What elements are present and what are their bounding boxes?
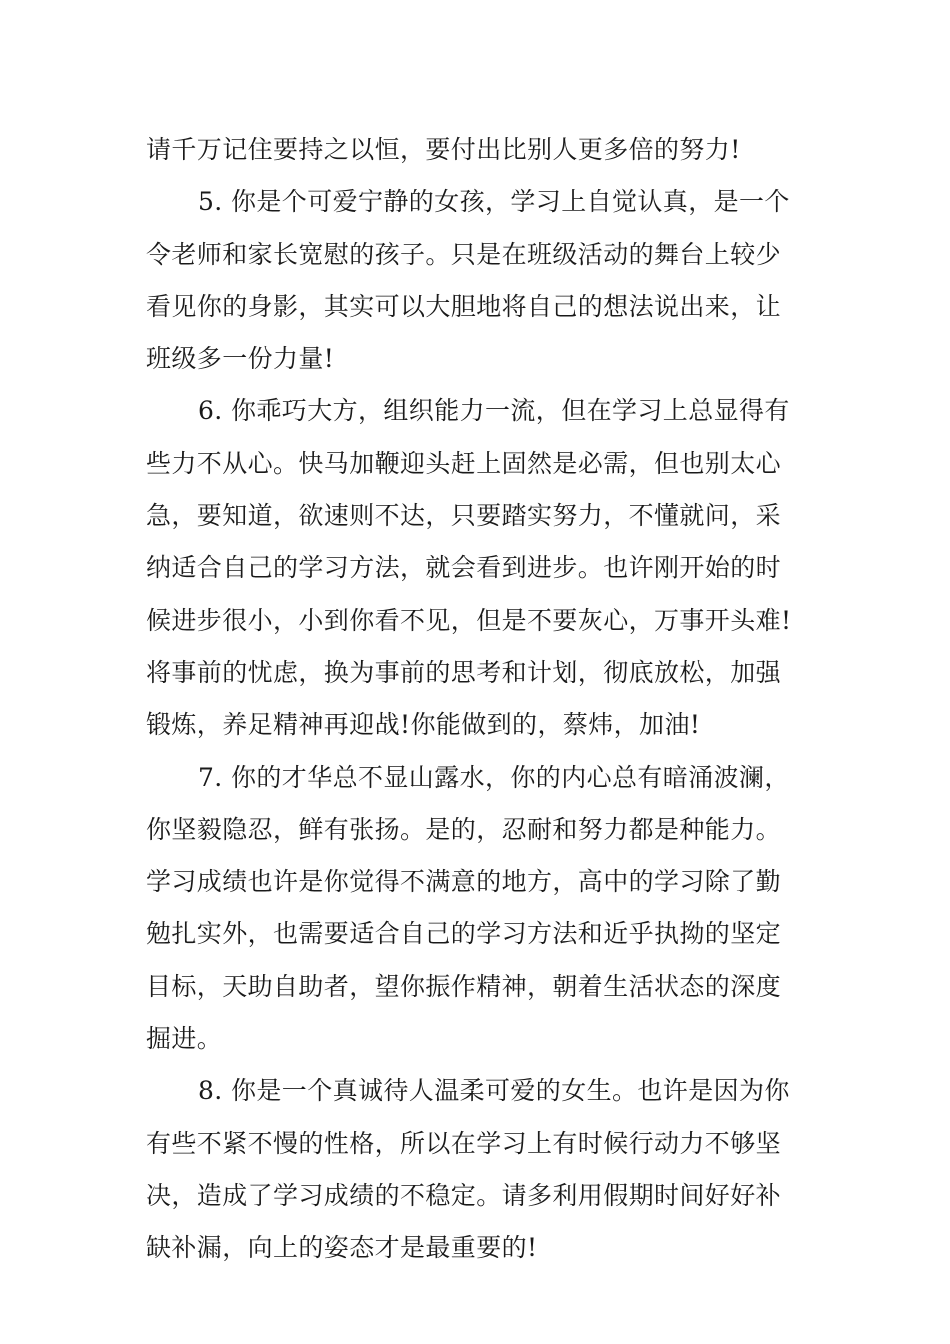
text-line: 决，造成了学习成绩的不稳定。请多利用假期时间好好补: [146, 1180, 782, 1210]
text-line: 急，要知道，欲速则不达，只要踏实努力，不懂就问，采: [146, 501, 782, 531]
text-line: 令老师和家长宽慰的孩子。只是在班级活动的舞台上较少: [146, 239, 782, 269]
text-line: 些力不从心。快马加鞭迎头赶上固然是必需，但也别太心: [146, 448, 782, 478]
body-text: [146, 124, 811, 1275]
text-line: 你坚毅隐忍，鲜有张扬。是的，忍耐和努力都是种能力。: [146, 814, 782, 844]
paragraph-6-first-line: 6. 你乖巧大方，组织能力一流，但在学习上总显得有: [198, 396, 790, 426]
text-line: 有些不紧不慢的性格，所以在学习上有时候行动力不够坚: [146, 1128, 782, 1158]
text-line: 班级多一份力量!: [146, 344, 335, 374]
paragraph-7-first-line: 7. 你的才华总不显山露水，你的内心总有暗涌波澜，: [198, 762, 790, 792]
text-line: 缺补漏，向上的姿态才是最重要的!: [146, 1233, 538, 1263]
text-line: 掘进。: [146, 1024, 223, 1054]
text-line: 学习成绩也许是你觉得不满意的地方，高中的学习除了勤: [146, 867, 782, 897]
text-line: 纳适合自己的学习方法，就会看到进步。也许刚开始的时: [146, 553, 782, 583]
paragraph-5-first-line: 5. 你是个可爱宁静的女孩，学习上自觉认真，是一个: [198, 187, 790, 217]
text-line: 锻炼，养足精神再迎战!你能做到的，蔡炜，加油!: [146, 710, 701, 740]
text-line: 看见你的身影，其实可以大胆地将自己的想法说出来，让: [146, 291, 782, 321]
text-line: 将事前的忧虑，换为事前的思考和计划，彻底放松，加强: [146, 657, 782, 687]
paragraph-8-first-line: 8. 你是一个真诚待人温柔可爱的女生。也许是因为你: [198, 1076, 790, 1106]
text-line: 候进步很小，小到你看不见，但是不要灰心，万事开头难!: [146, 605, 792, 635]
text-line: 目标，天助自助者，望你振作精神，朝着生活状态的深度: [146, 971, 782, 1001]
text-line: 勉扎实外，也需要适合自己的学习方法和近乎执拗的坚定: [146, 919, 782, 949]
text-line: 请千万记住要持之以恒，要付出比别人更多倍的努力!: [146, 135, 741, 164]
